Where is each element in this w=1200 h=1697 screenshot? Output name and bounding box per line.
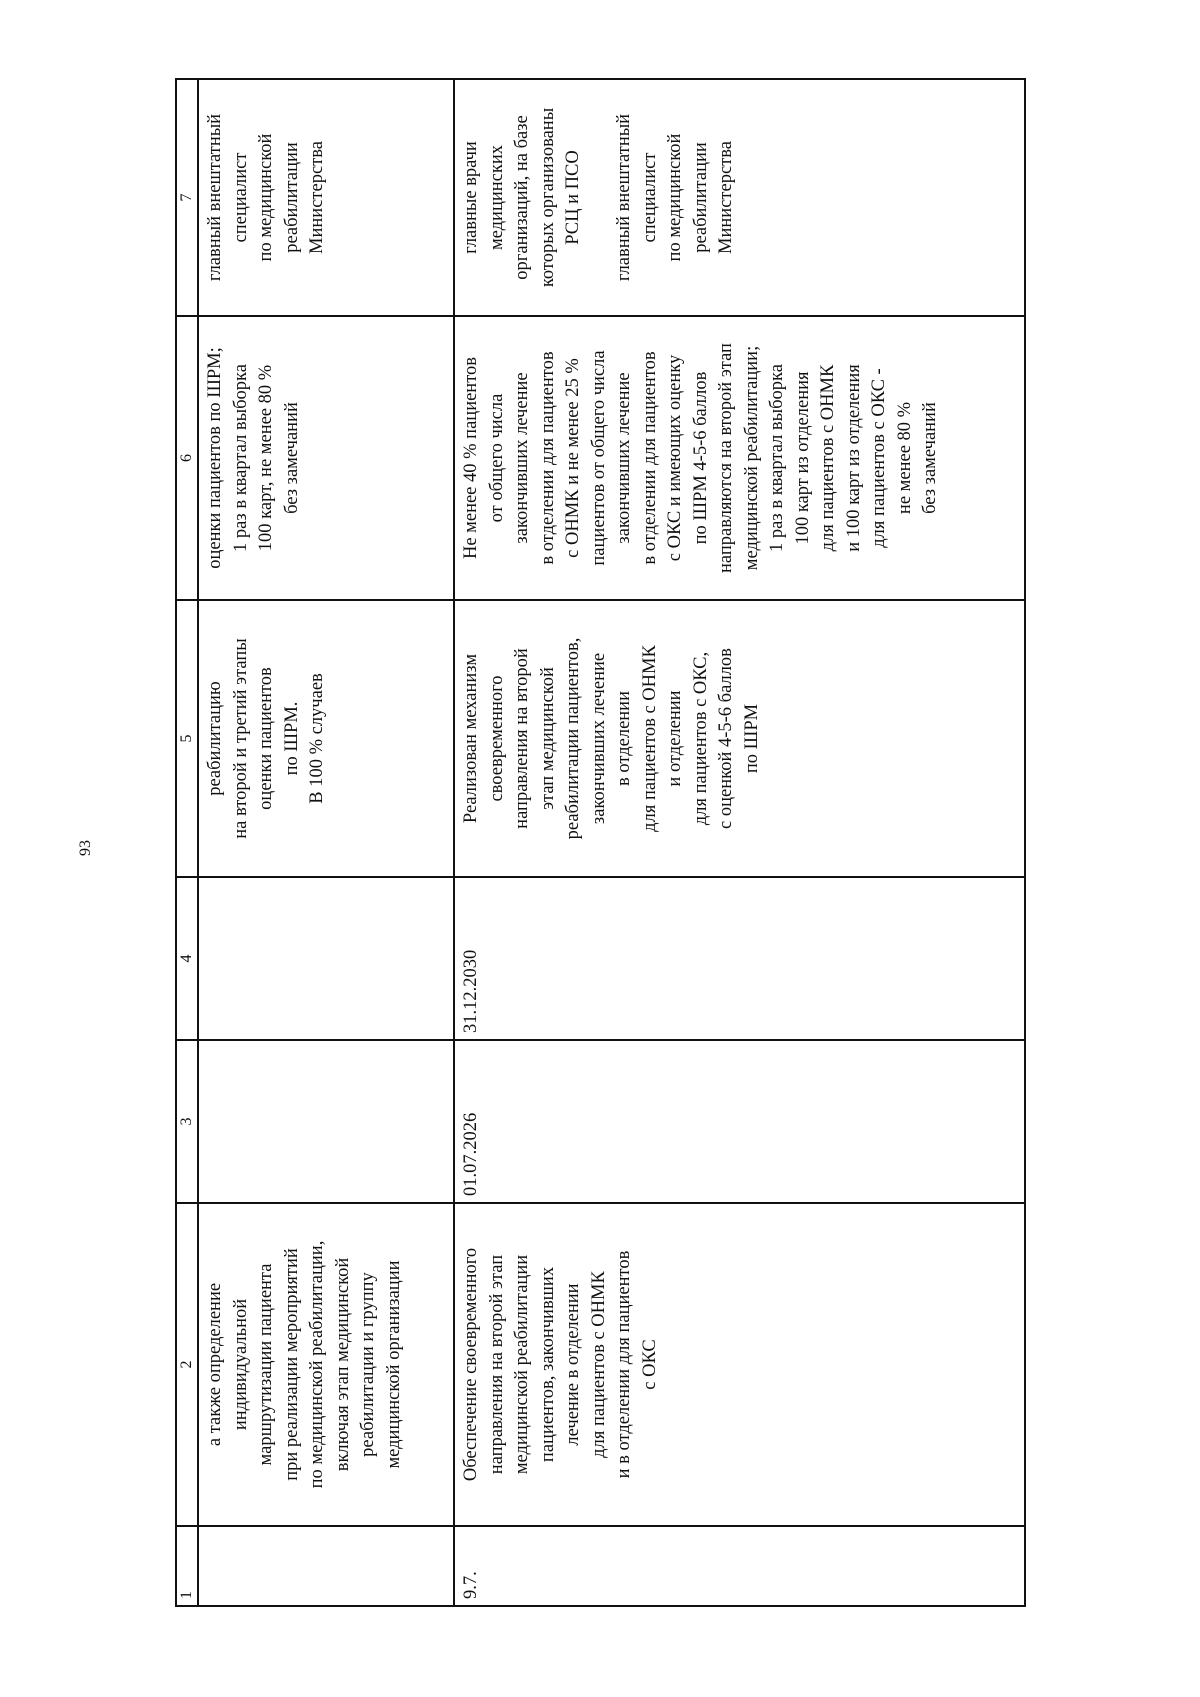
responsible-cell <box>454 79 1025 316</box>
start-date-cell: 01.07.2026 <box>454 1040 1025 1203</box>
cell-line: по ШРМ <box>741 703 762 774</box>
cell-line: на второй и третий этапы <box>230 638 251 839</box>
cell-line: без замечаний <box>920 402 940 514</box>
cell-line: без замечаний <box>281 402 302 514</box>
cell-line: реабилитации <box>690 142 711 253</box>
cell-line: по ШРМ. <box>281 701 302 776</box>
cell-line: в отделении для пациентов <box>537 351 558 565</box>
cell-line: Обеспечение своевременного <box>461 1247 481 1482</box>
cell-line: закончивших лечение <box>588 652 609 825</box>
cell-line: для пациентов с ОНМК <box>639 645 660 832</box>
cell-line: для пациентов с ОКС - <box>869 368 889 548</box>
cell-line: с ОКС <box>639 1339 660 1390</box>
cell-line: которых организованы <box>537 107 558 288</box>
cell-line: медицинской организации <box>383 1260 404 1469</box>
responsible-cell <box>198 79 454 316</box>
cell-line: реабилитации <box>281 142 302 253</box>
cell-line: медицинских <box>486 144 507 251</box>
header-col-3: 3 <box>176 1040 198 1203</box>
cell-line: главный внештатный <box>205 113 225 282</box>
cell-line: 100 карт из отделения <box>792 371 813 545</box>
measures-table <box>175 78 1026 1607</box>
cell-line: и отделении <box>665 690 685 787</box>
header-col-6: 6 <box>176 316 198 600</box>
indicator-cell <box>198 316 454 600</box>
cell-line: закончивших лечение <box>614 372 634 544</box>
cell-line: 100 карт, не менее 80 % <box>256 364 276 552</box>
cell-line: специалист <box>639 152 660 243</box>
header-col-2: 2 <box>176 1203 198 1526</box>
result-cell <box>454 600 1025 877</box>
cell-line: маршрутизации пациента <box>256 1263 276 1466</box>
header-col-4: 4 <box>176 877 198 1040</box>
cell-line: реабилитации пациентов, <box>563 637 583 840</box>
cell-line: направления на второй <box>512 648 532 829</box>
measure-cell <box>198 1203 454 1526</box>
cell-line: не менее 80 % <box>894 401 915 515</box>
cell-line: Не менее 40 % пациентов <box>461 356 481 560</box>
cell-line: с оценкой 4-5-6 баллов <box>716 648 736 829</box>
cell-line: закончивших лечение <box>512 372 532 544</box>
header-col-7: 7 <box>176 79 198 316</box>
end-date-cell <box>198 877 454 1040</box>
cell-line: а также определение <box>205 1282 225 1447</box>
cell-line: организаций, на базе <box>512 115 532 280</box>
cell-line: по медицинской <box>256 133 276 262</box>
cell-line: пациентов от общего числа <box>588 350 609 566</box>
cell-line: по ШРМ 4-5-6 баллов <box>690 371 711 545</box>
cell-line: и 100 карт из отделения <box>843 364 864 552</box>
cell-line: 1 раз в квартал выборка <box>767 364 787 552</box>
cell-line: и в отделении для пациентов <box>614 1250 634 1479</box>
measure-cell <box>454 1203 1025 1526</box>
rotated-table-container <box>175 80 1026 1607</box>
cell-line: оценки пациентов по ШРМ; <box>205 347 225 569</box>
cell-line: с ОНМК и не менее 25 % <box>563 358 583 558</box>
cell-line: Реализован механизм <box>461 653 481 824</box>
header-row <box>176 79 198 1606</box>
cell-line: медицинской реабилитации; <box>741 345 762 571</box>
cell-line: индивидуальной <box>230 1298 251 1431</box>
cell-line: главные врачи <box>461 141 481 254</box>
cell-line: медицинской реабилитации <box>512 1254 532 1475</box>
cell-line: по медицинской <box>665 133 685 262</box>
end-date-cell: 31.12.2030 <box>454 877 1025 1040</box>
cell-line: РСЦ и ПСО <box>563 150 583 245</box>
table-row <box>198 79 454 1606</box>
cell-line: включая этап медицинской <box>332 1257 353 1472</box>
header-col-5: 5 <box>176 600 198 877</box>
result-cell <box>198 600 454 877</box>
cell-line: реабилитацию <box>205 681 225 796</box>
cell-line <box>587 86 613 309</box>
cell-line: для пациентов с ОКС, <box>690 651 711 826</box>
row-number-cell <box>198 1526 454 1606</box>
cell-line: этап медицинской <box>537 667 558 810</box>
cell-line: в отделении для пациентов <box>639 351 660 565</box>
cell-line: Министерства <box>716 141 736 254</box>
cell-line: направляются на второй этап <box>716 343 736 573</box>
cell-line: оценки пациентов <box>256 667 276 810</box>
cell-line: В 100 % случаев <box>307 673 327 804</box>
cell-line: лечение в отделении <box>563 1283 583 1446</box>
cell-line: Министерства <box>307 141 327 254</box>
start-date-cell <box>198 1040 454 1203</box>
cell-line: по медицинской реабилитации, <box>307 1240 327 1489</box>
cell-line: реабилитации и группу <box>358 1272 378 1457</box>
cell-line: главный внештатный <box>614 113 634 282</box>
cell-line: с ОКС и имеющих оценку <box>665 354 685 562</box>
header-col-1: 1 <box>176 1526 198 1606</box>
cell-line: для пациентов с ОНМК <box>818 364 838 552</box>
cell-line: в отделении <box>614 691 634 786</box>
row-number-cell: 9.7. <box>454 1526 1025 1606</box>
cell-line: пациентов, закончивших <box>537 1266 558 1463</box>
cell-line: при реализации мероприятий <box>281 1248 302 1481</box>
cell-line: 1 раз в квартал выборка <box>230 364 251 552</box>
cell-line: специалист <box>230 152 251 243</box>
table-row <box>454 79 1025 1606</box>
indicator-cell <box>454 316 1025 600</box>
cell-line: для пациентов с ОНМК <box>588 1271 609 1458</box>
cell-line: своевременного <box>486 675 507 802</box>
cell-line: направления на второй этап <box>486 1254 507 1475</box>
cell-line: от общего числа <box>486 393 507 523</box>
page-number: 93 <box>77 840 94 856</box>
